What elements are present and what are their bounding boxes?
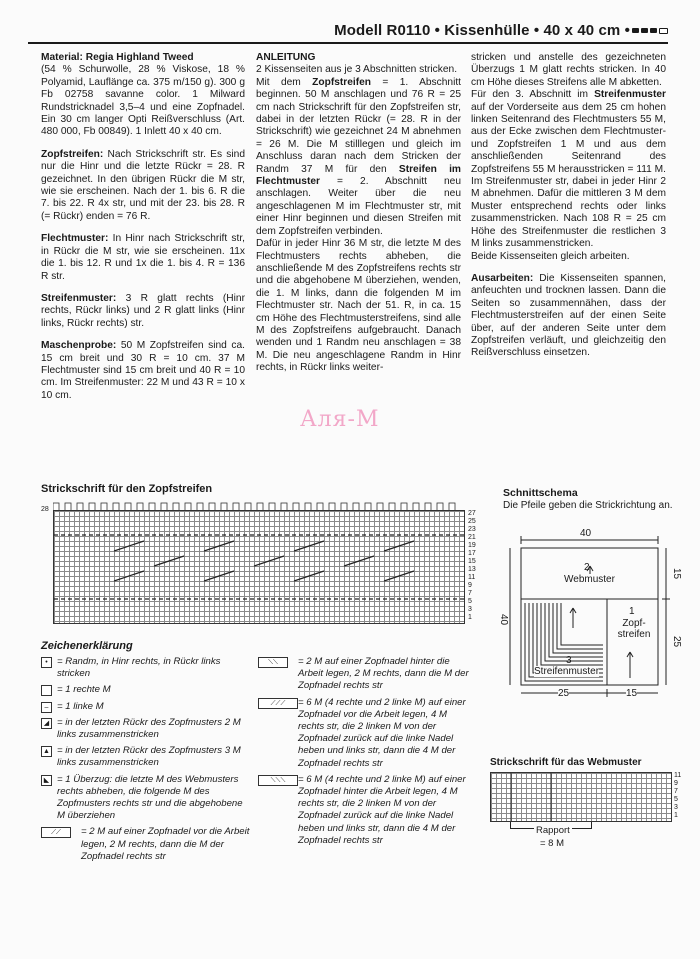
knit-stitch-icon (41, 685, 52, 696)
legend-text: = 1 rechte M (57, 684, 111, 696)
zopf-section (41, 149, 245, 223)
row-number: 5 (674, 796, 678, 803)
dim-bottom-right: 15 (626, 688, 638, 699)
legend-item (41, 701, 251, 713)
cable-back-icon: ⟍⟍ (258, 657, 288, 668)
zopf-chart-grid (53, 510, 465, 624)
watermark: Аля-М (300, 407, 380, 432)
zopf-chart (41, 498, 487, 626)
legend-text: = in der letzten Rückr des Zopfmusters 3 M links zusammenstricken (57, 745, 241, 769)
instruction-bold: Zopfstreifen (312, 76, 372, 88)
continued-section (471, 52, 666, 263)
streifen-label: Streifenmuster: (41, 292, 117, 304)
six-stitch-cable-back-icon: ⟍⟍⟍ (258, 775, 298, 786)
ausarbeiten-section (471, 273, 666, 360)
legend-title: Zeichenerklärung (41, 640, 133, 652)
row-number: 19 (468, 542, 476, 549)
legend-text: = 1 linke M (57, 700, 104, 712)
block3-name: Streifenmuster (534, 666, 600, 677)
legend-item (41, 774, 251, 823)
legend-text: = Randm, in Hinr rechts, in Rückr links stricken (57, 656, 221, 680)
zopf-label: Zopfstreifen: (41, 148, 104, 160)
row-number: 3 (468, 606, 472, 613)
instructions-column-continued (471, 52, 666, 367)
flecht-section (41, 233, 245, 283)
legend-item (41, 656, 251, 680)
row-number: 7 (674, 788, 678, 795)
streifen-text: 3 R glatt rechts (Hinr rechts, Rückr links) und 2 R glatt links (Hinr links, Rückr rechts) str. (41, 292, 245, 329)
block1-number: 1 (629, 606, 635, 617)
instruction-text: Beide Kissenseiten gleich arbeiten. (471, 250, 630, 262)
ausarbeiten-text: Die Kissenseiten spannen, anfeuchten und trocknen lassen. Dann die Seiten so zusammennähen, dass der Flechtmusterstreifen auf der einen Seite über, auf der anderen Seite unter dem Zopfstreifen verläuft, und gleichzeitig den Reißverschluss einsetzen. (471, 272, 666, 359)
instruction-bold: Streifenmuster (594, 89, 666, 101)
web-row-numbers (674, 772, 690, 820)
web-chart-title: Strickschrift für das Webmuster (490, 757, 642, 768)
page-title: Modell R0110 • Kissenhülle • 40 x 40 cm • (334, 22, 630, 39)
web-chart-grid (490, 772, 672, 822)
schema-diagram (498, 528, 688, 708)
instruction-text: Dafür in jeder Hinr 36 M str, die letzte M des Flechtmusters rechts abheben, die anschließende M des Zopfstreifens rechts str und die abgehobene M überziehen, wenden, die 1. M links, dann die folgenden M im Flechtmuster str. Nach der 51. R, in ca. 15 cm Höhe des Flechtmusterstreifens, sind alle M des Zopfstreifens aufgebraucht. Danach wenden und 1 Randm neu anschlagen = 38 M. Die neu angeschlagene Randm in Hinr rechts, in Rückr links weiter- (256, 238, 461, 374)
legend-right (258, 656, 473, 851)
instructions-column (256, 52, 461, 382)
block1-name: Zopf-streifen (617, 618, 651, 640)
legend-text: = 2 M auf einer Zopfnadel hinter die Arbeit legen, 2 M rechts, dann die M der Zopfnadel rechts str (298, 656, 469, 692)
anleitung-intro: 2 Kissenseiten aus je 3 Abschnitten stricken. (256, 64, 458, 76)
streifen-section (41, 293, 245, 330)
page-header (28, 22, 668, 44)
block2-name: Webmuster (564, 574, 615, 585)
zopf-chart-title: Strickschrift für den Zopfstreifen (41, 483, 213, 495)
dim-left-height: 40 (498, 613, 510, 626)
schema-title: Schnittschema (503, 487, 578, 499)
flecht-label: Flechtmuster: (41, 233, 109, 245)
purl-two-together-icon: ◢ (41, 718, 52, 729)
rapport-label: Rapport (536, 825, 570, 836)
row-number: 1 (468, 614, 472, 621)
instruction-text: auf der Vorderseite aus dem 25 cm hohen linken Seitenrand des Flechtmusters 55 M, aus der Ecke zwischen dem Flechtmuster- und Zopfstreifen 1 M und aus dem anschließenden Seitenrand des Zopfstreifens 55 M herausstricken = 111 M. Im Streifenmuster str, dabei in jeder Hinr 2 M abnehmen. Dafür die mittleren 3 M dem Muster entsprechend rechts oder links zusammenstricken. Nach 108 R = 25 cm Höhe des Streifenmuster die restlichen 3 M links zusammenstricken. (471, 101, 666, 250)
row-number: 11 (674, 772, 682, 779)
row-number: 15 (468, 558, 476, 565)
row-number: 3 (674, 804, 678, 811)
instruction-text: = 2. Abschnitt neu anschlagen. Weiter über die neu angeschlagenen M im Flechtmuster str, mit einer Hinr beginnen und diesen Streifen mit dem Zopfstreifen verbinden. (256, 176, 461, 237)
row-number: 23 (468, 526, 476, 533)
row-number: 17 (468, 550, 476, 557)
legend-text: = 2 M auf einer Zopfnadel vor die Arbeit legen, 2 M rechts, dann die M der Zopfnadel rechts str (81, 826, 250, 862)
maschen-section (41, 340, 245, 402)
ausarbeiten-label: Ausarbeiten: (471, 272, 534, 284)
row-number: 27 (468, 510, 476, 517)
instruction-text: stricken und anstelle des gezeichneten Überzugs 1 M glatt rechts stricken. In 40 cm Höhe dieses Streifens alle M abketten. (471, 52, 666, 88)
slip-stitch-icon: ◣ (41, 775, 52, 786)
dim-right-bottom: 25 (671, 635, 683, 648)
schema-subtitle: Die Pfeile geben die Strickrichtung an. (503, 500, 673, 511)
legend-item (258, 656, 473, 693)
row-number: 9 (674, 780, 678, 787)
row-number: 13 (468, 566, 476, 573)
legend-text: = 6 M (4 rechte und 2 linke M) auf einer Zopfnadel vor die Arbeit legen, 4 M rechts str, die 2 linken M von der Zopfnadel zurück auf die linke Nadel heben und links str, dann die 4 M der Zopfnadel rechts str (298, 696, 466, 769)
row-number: 1 (674, 812, 678, 819)
instruction-text: = 1. Abschnitt beginnen. 50 M anschlagen und 76 R = 25 cm nach Strickschrift für den Zopfstreifen str, dabei in der letzten Rückr (= 28. R in der Strickschrift) wie gezeichnet 24 M abnehmen = 26 M. Die M stilllegen und gleich im Anschluss daran nach dem Stricken der Randm 37 M für den (256, 76, 461, 175)
dim-top-width: 40 (580, 528, 592, 539)
legend-text: = 6 M (4 rechte und 2 linke M) auf einer Zopfnadel hinter die Arbeit legen, 4 M rechts str, die 2 linken M von der Zopfnadel zurück auf die linke Nadel heben und links str, dann die 4 M der Zopfnadel rechts str (298, 773, 466, 846)
schema-lines (498, 528, 688, 708)
legend-text: = 1 Überzug: die letzte M des Webmusters rechts abheben, die folgende M des Zopfmusters rechts str und die abgehobene M überziehen (57, 773, 243, 822)
anleitung-section (256, 52, 461, 375)
row-number: 5 (468, 598, 472, 605)
instruction-text: Für den 3. Abschnitt im (471, 89, 595, 101)
legend-item (258, 697, 473, 770)
six-stitch-cable-front-icon: ⟋⟋⟋ (258, 698, 298, 709)
legend-item (41, 684, 251, 696)
zopf-text: Nach Strickschrift str. Es sind nur die Hinr und die letzte Rückr = 28. R gezeichnet. In den übrigen Rückr die M str, wie sie erscheinen. Nach der 1. bis 6. R die 7. bis 22. R 4x str, und mit der 23. bis 28. R (= Rückr) enden = 76 R. (41, 148, 245, 222)
row-number: 11 (468, 574, 476, 581)
legend-item (41, 745, 251, 769)
row-number: 9 (468, 582, 472, 589)
maschen-text: 50 M Zopfstreifen sind ca. 15 cm breit und 30 R = 10 cm. 37 M Flechtmuster sind 15 cm breit und 40 R = 10 cm. Im Streifenmuster: 22 M und 43 R = 10 x 10 cm. (41, 340, 245, 401)
dim-bottom-left: 25 (558, 688, 570, 699)
edge-stitch-icon: • (41, 657, 52, 668)
maschen-label: Maschenprobe: (41, 340, 117, 352)
legend-item (41, 826, 251, 863)
header-marker-icon (632, 28, 668, 34)
instruction-text: Mit dem (256, 76, 313, 88)
chart-top-notches (53, 498, 463, 510)
instruction-bold: Streifen im Flechtmuster (256, 163, 461, 188)
row-number: 25 (468, 518, 476, 525)
material-label: Material: Regia Highland Tweed (41, 52, 194, 63)
row-label-top: 28 (41, 506, 49, 513)
legend-left (41, 656, 251, 867)
row-number: 21 (468, 534, 476, 541)
block3-number: 3 (566, 655, 572, 666)
legend-item (258, 774, 473, 847)
block2-number: 2 (584, 562, 590, 573)
cable-front-icon: ⟋⟋ (41, 827, 71, 838)
row-number: 7 (468, 590, 472, 597)
legend-text: = in der letzten Rückr des Zopfmusters 2 M links zusammenstricken (57, 716, 241, 741)
rapport-value: = 8 M (540, 838, 565, 849)
flecht-text: In Hinr nach Strickschrift str, in Rückr die M str, wie sie erscheinen. 11x die 1. bis 12. R und 1x die 1. bis 4. R = 136 R str. (41, 233, 245, 282)
zopf-row-numbers (468, 510, 484, 622)
anleitung-label: ANLEITUNG (256, 52, 316, 63)
material-section (41, 52, 245, 139)
dim-right-top: 15 (671, 567, 683, 580)
legend-item (41, 717, 251, 741)
purl-three-together-icon: ▲ (41, 746, 52, 757)
material-text: (54 % Schurwolle, 28 % Viskose, 18 % Polyamid, Lauflänge ca. 375 m/150 g). 300 g Fb 02758 savanne color. 1 Milward Rundstricknadel 3,5–4 und eine Zopfnadel. Ein 30 cm langer Opti Reißverschluss (Art. 480 000, Fb 00849). 1 Inlett 40 x 40 cm. (41, 64, 245, 138)
materials-column (41, 52, 245, 409)
purl-stitch-icon: – (41, 702, 52, 713)
